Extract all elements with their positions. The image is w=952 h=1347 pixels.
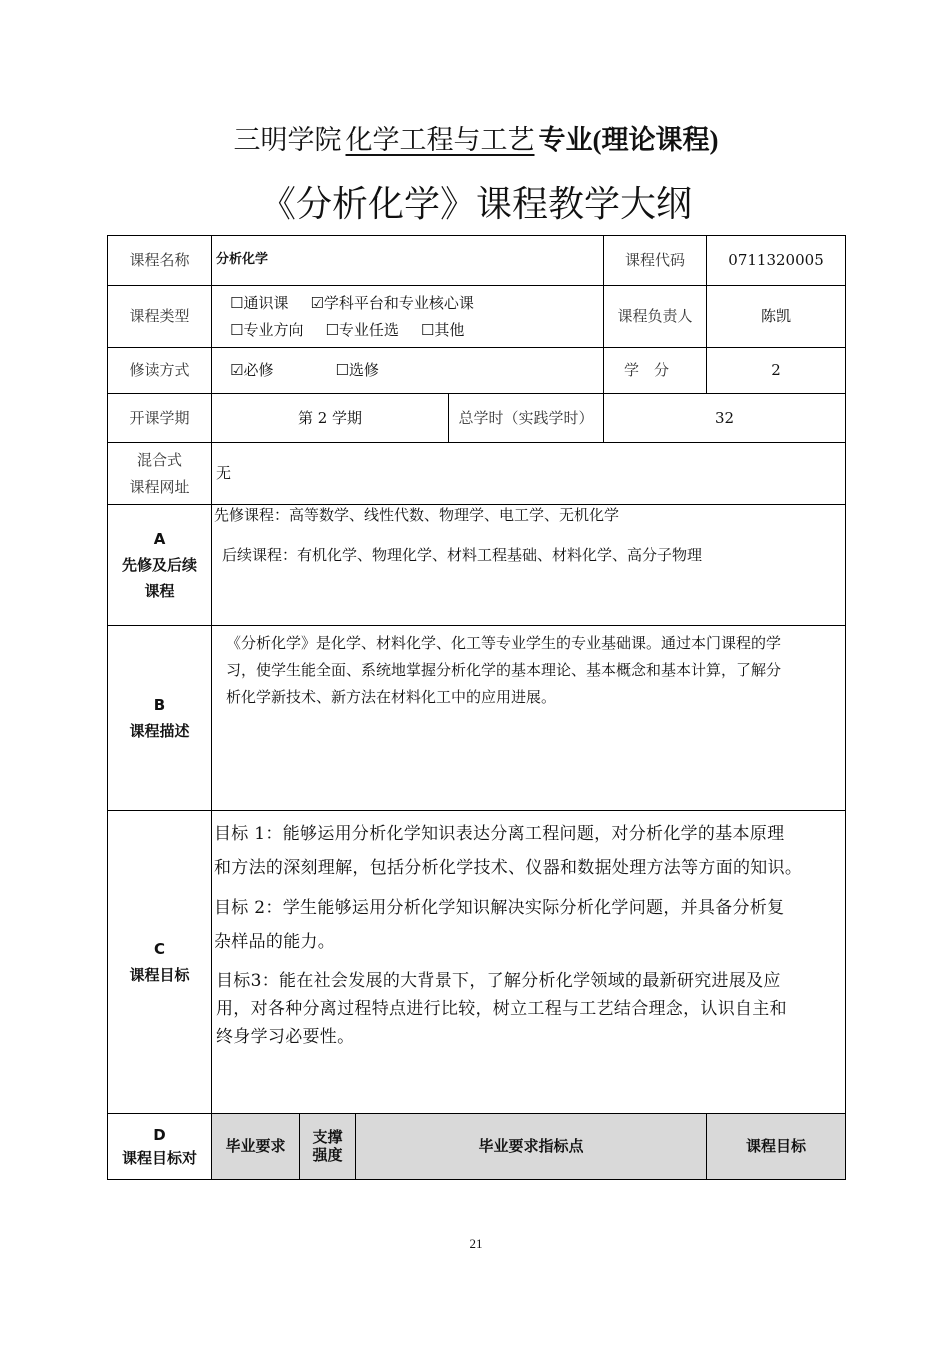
goal-2-line-2: 杂样品的能力。 (214, 932, 336, 952)
type-direction-checkbox[interactable]: ☐专业方向 (230, 320, 304, 339)
lead-value: 陈凯 (707, 286, 846, 348)
goal-3-line-1: 目标3：能在社会发展的大背景下，了解分析化学领域的最新研究进展及应 (216, 971, 781, 991)
page-number: 21 (469, 1236, 483, 1251)
title-suffix: 专业(理论课程) (538, 125, 719, 155)
section-b-letter: B (153, 695, 166, 714)
course-goals (212, 811, 846, 1114)
col-strength-line-1: 支撑 (312, 1128, 343, 1147)
section-d-letter: D (153, 1126, 166, 1144)
section-a-label (108, 505, 212, 626)
study-mode-options (212, 348, 604, 394)
lead-label: 课程负责人 (604, 286, 707, 348)
page-title (0, 118, 952, 157)
mode-required-checkbox[interactable]: ☑必修 (230, 361, 274, 379)
goal-3-line-3: 终身学习必要性。 (216, 1027, 355, 1047)
col-graduation-requirement: 毕业要求 (212, 1114, 300, 1180)
course-name-label: 课程名称 (108, 236, 212, 286)
school-name: 三明学院 (233, 125, 342, 156)
course-url-label (108, 443, 212, 505)
followup-courses: 后续课程：有机化学、物理化学、材料工程基础、材料化学、高分子物理 (222, 546, 703, 564)
syllabus-table (107, 235, 846, 1180)
course-code-label: 课程代码 (604, 236, 707, 286)
course-name-value: 分析化学 (212, 236, 604, 286)
credit-value: 2 (707, 348, 846, 394)
col-support-strength (300, 1114, 356, 1180)
course-type-options (212, 286, 604, 348)
col-strength-line-2: 强度 (312, 1145, 343, 1164)
course-url-value: 无 (212, 443, 846, 505)
goal-3 (212, 967, 845, 1051)
semester-label: 开课学期 (108, 394, 212, 443)
credit-label: 学 分 (604, 348, 707, 394)
section-a-name-1: 先修及后续 (121, 555, 197, 574)
semester-value: 第 2 学期 (212, 394, 449, 443)
type-elective-checkbox[interactable]: ☐专业任选 (325, 320, 399, 339)
section-c-name: 课程目标 (129, 966, 190, 984)
goal-1-line-2: 和方法的深刻理解，包括分析化学技术、仪器和数据处理方法等方面的知识。 (214, 858, 803, 878)
type-general-checkbox[interactable]: ☐通识课 (230, 294, 289, 313)
section-a-content (212, 505, 846, 626)
section-a-letter: A (153, 529, 166, 548)
description-line-1: 《分析化学》是化学、材料化学、化工等专业学生的专业基础课。通过本门课程的学 (226, 634, 782, 652)
col-course-goal: 课程目标 (707, 1114, 846, 1180)
goal-2 (212, 891, 845, 959)
description-line-3: 析化学新技术、新方法在材料化工中的应用进展。 (226, 688, 557, 706)
mode-optional-checkbox[interactable]: ☐选修 (335, 361, 379, 379)
goal-3-line-2: 用，对各种分离过程特点进行比较，树立工程与工艺结合理念，认识自主和 (216, 999, 787, 1019)
url-label-line-1: 混合式 (136, 451, 182, 470)
type-core-checkbox[interactable]: ☑学科平台和专业核心课 (310, 294, 474, 313)
study-mode-label: 修读方式 (108, 348, 212, 394)
col-requirement-indicator: 毕业要求指标点 (356, 1114, 707, 1180)
prerequisite-courses: 先修课程：高等数学、线性代数、物理学、电工学、无机化学 (214, 506, 620, 524)
section-d-label (108, 1114, 212, 1180)
type-other-checkbox[interactable]: ☐其他 (420, 320, 465, 339)
hours-value: 32 (604, 394, 846, 443)
goal-1-line-1: 目标 1：能够运用分析化学知识表达分离工程问题，对分析化学的基本原理 (214, 824, 785, 844)
section-c-letter: C (153, 939, 165, 958)
course-description (212, 626, 846, 811)
course-code-value: 0711320005 (707, 236, 846, 286)
major-name: 化学工程与工艺 (345, 125, 535, 156)
description-line-2: 习，使学生能全面、系统地掌握分析化学的基本理论、基本概念和基本计算，了解分 (226, 661, 782, 679)
section-b-name: 课程描述 (129, 722, 190, 740)
url-label-line-2: 课程网址 (129, 477, 190, 496)
hours-label: 总学时（实践学时） (449, 394, 604, 443)
section-b-label (108, 626, 212, 811)
goal-1 (212, 817, 845, 885)
course-type-label: 课程类型 (108, 286, 212, 348)
document-title: 《分析化学》课程教学大纲 (259, 184, 692, 225)
goal-2-line-1: 目标 2：学生能够运用分析化学知识解决实际分析化学问题，并具备分析复 (214, 898, 785, 918)
section-c-label (108, 811, 212, 1114)
section-d-name: 课程目标对 (121, 1148, 197, 1167)
section-a-name-2: 课程 (144, 582, 175, 601)
